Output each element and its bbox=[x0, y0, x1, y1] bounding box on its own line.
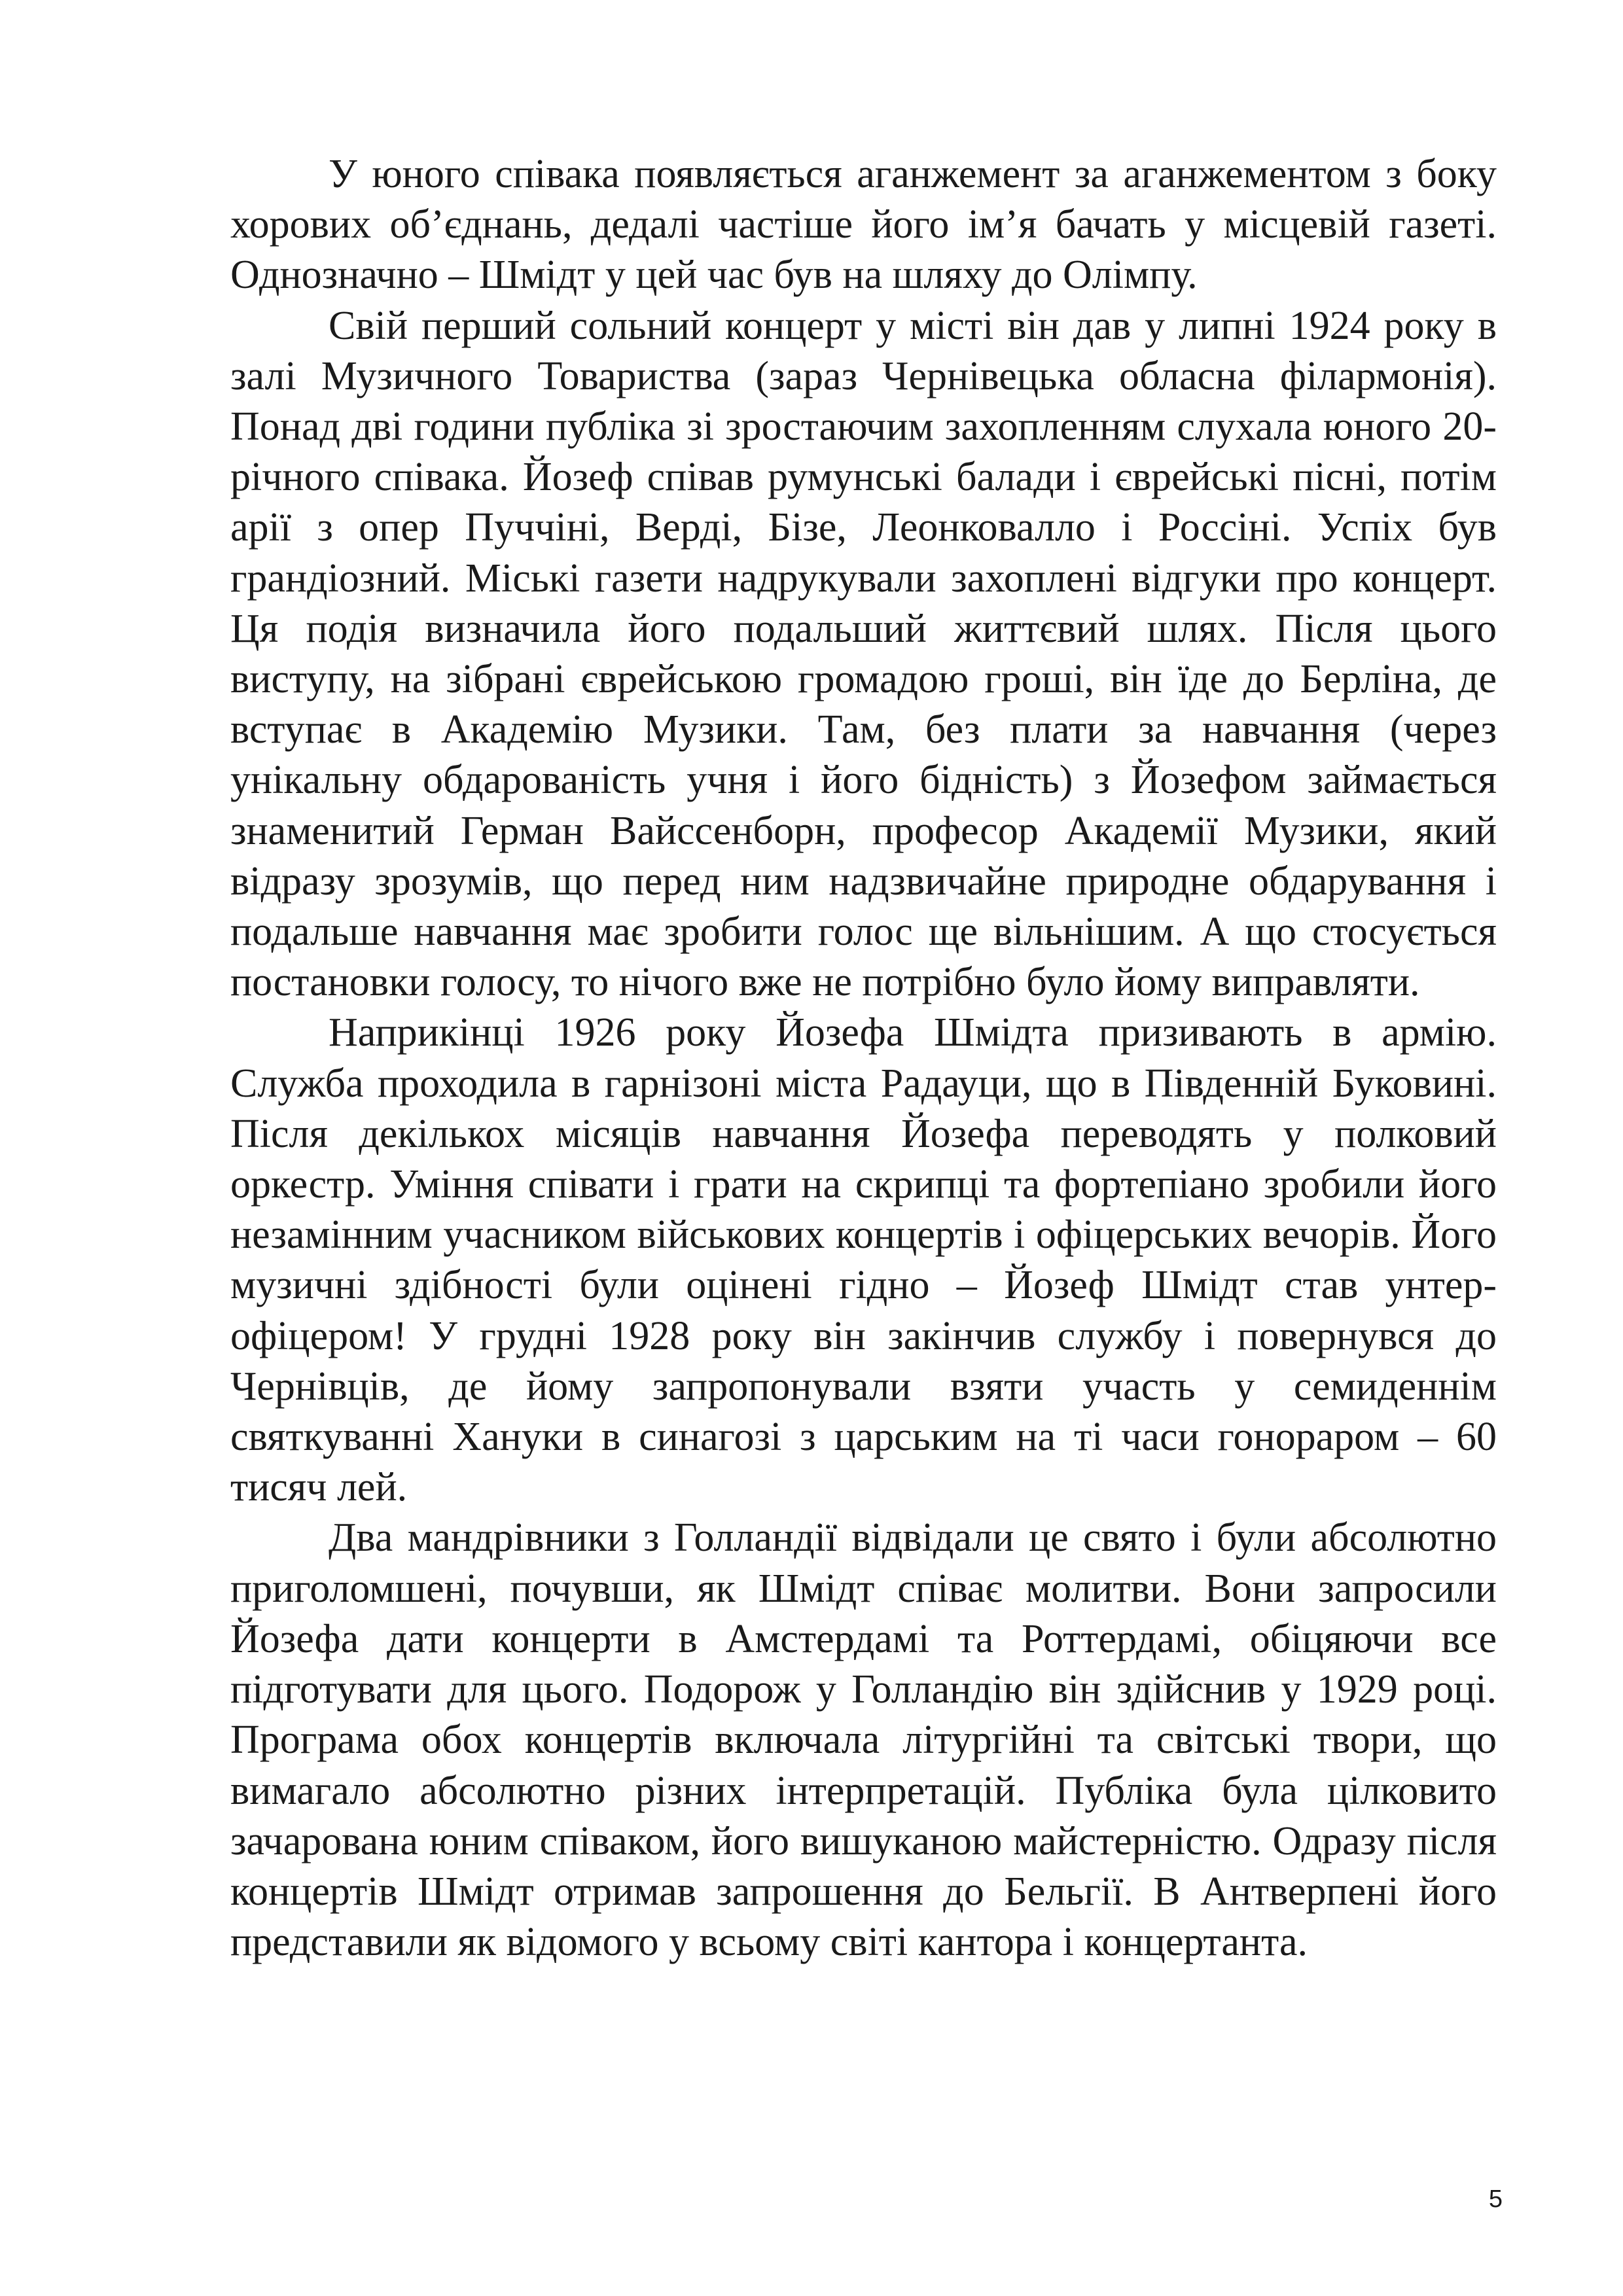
body-text bbox=[230, 149, 1497, 1968]
paragraph-1: У юного співака появляється аганжемент за аганжементом з боку хорових об’єднань, дедалі частіше його ім’я бачать у місцевій газеті. Однозначно – Шмідт у цей час був на шляху до Олімпу. bbox=[230, 152, 1497, 298]
paragraph-3: Наприкінці 1926 року Йозефа Шмідта призивають в армію. Служба проходила в гарнізоні міста Радауци, що в Південній Буковині. Після декількох місяців навчання Йозефа переводять у полковий оркестр. Уміння співати і грати на скрипці та фортепіано зробили його незамінним учасником військових концертів і офіцерських вечорів. Його музичні здібності були оцінені гідно – Йозеф Шмідт став унтер-офіцером! У грудні 1928 року він закінчив службу і повернувся до Чернівців, де йому запропонували взяти участь у семиденнім святкуванні Хануки в синагозі з царським на ті часи гонораром – 60 тисяч лей. bbox=[230, 1010, 1497, 1510]
paragraph-4: Два мандрівники з Голландії відвідали це свято і були абсолютно приголомшені, почувши, як Шмідт співає молитви. Вони запросили Йозефа дати концерти в Амстердамі та Роттердамі, обіцяючи все підготувати для цього. Подорож у Голландію він здійснив у 1929 році. Програма обох концертів включала літургійні та світські твори, що вимагало абсолютно різних інтерпретацій. Публіка була цілковито зачарована юним співаком, його вишуканою майстерністю. Одразу після концертів Шмідт отримав запрошення до Бельгії. В Антверпені його представили як відомого у всьому світі кантора і концертанта. bbox=[230, 1515, 1497, 1965]
page-number: 5 bbox=[1488, 2185, 1503, 2213]
paragraph-2: Свій перший сольний концерт у місті він дав у липні 1924 року в залі Музичного Товариства (зараз Чернівецька обласна філармонія). Понад дві години публіка зі зростаючим захопленням слухала юного 20-річного співака. Йозеф співав румунські балади і єврейські пісні, потім арії з опер Пуччіні, Верді, Бізе, Леонковалло і Россіні. Успіх був грандіозний. Міські газети надрукували захоплені відгуки про концерт. Ця подія визначила його подальший життєвий шлях. Після цього виступу, на зібрані єврейською громадою гроші, він їде до Берліна, де вступає в Академію Музики. Там, без плати за навчання (через унікальну обдарованість учня і його бідність) з Йозефом займається знаменитий Герман Вайссенборн, професор Академії Музики, який відразу зрозумів, що перед ним надзвичайне природне обдарування і подальше навчання має зробити голос ще вільнішим. А що стосується постановки голосу, то нічого вже не потрібно було йому виправляти. bbox=[230, 303, 1497, 1005]
